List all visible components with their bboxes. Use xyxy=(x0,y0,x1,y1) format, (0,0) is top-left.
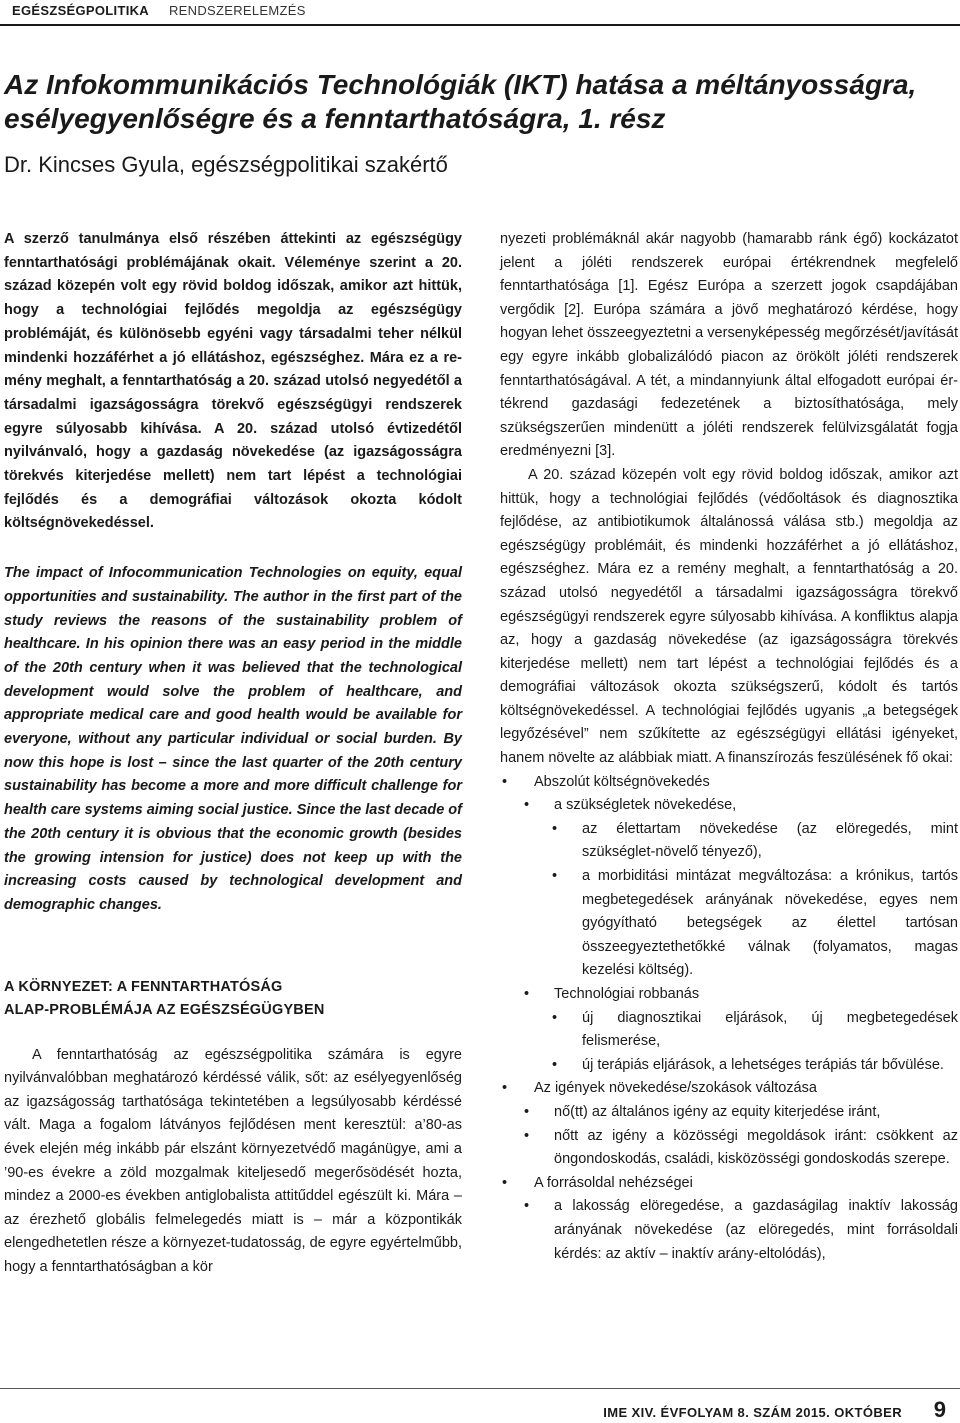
abstract-english: The impact of Infocommunication Technologies on equity, equal opportunities and sustainability. The author in the first part of the study reviews the reasons of the sustainability problem of healthcare. In his opinion there was an easy period in the middle of the 20th century when it was believed that the technological development would solve the problem of healthcare, and appropriate medical care and good health would be available for everyone, without any particular individual or social burden. By now this hope is lost – since the last quarter of the 20th century sustainability has become a more and more difficult challenge for health care systems aiming social justice. Since the last decade of the 20th century it is obvious that the economic growth (besides the growing intension for justice) does not keep up with the increasing costs caused by technological development and demographic changes. xyxy=(4,565,462,913)
article-title: Az Infokommunikációs Technológiák (IKT) hatása a méltányosságra, esélyegyenlőségre és a fenntarthatóságra, 1. rész xyxy=(4,69,917,134)
abstract-hungarian: A szerző tanulmánya első részében áttekinti az egészségügy fenntarthatósági problémájának okait. Véleménye szerint a 20. század közepén volt egy rövid boldog időszak, amikor azt hittük, hogy a technológiai fejlődés megoldja az egészségügy problémáját, és különösebb egyéni vagy társadalmi teher nélkül mindenki hozzáférhet a jó ellátáshoz, egészséghez. Mára ez a remény meghalt, a fenntarthatóság a 20. század utolsó negyedétől a társadalmi igazságosságra törekvő egészségügyi rendszerek egyre súlyosabb kihívása. A 20. század utolsó évtizedétől nyilvánvaló, hogy a gazdaság növekedése (az igazságosságra törekvés kiterjedése mellett) nem tart lépést a technológiai fejlődés és a demográfiai változások okozta kódolt költségnövekedéssel. xyxy=(4,231,462,532)
cause-bullet-list xyxy=(500,771,958,1266)
section-header xyxy=(0,0,306,22)
journal-issue: IME XIV. ÉVFOLYAM 8. SZÁM 2015. OKTÓBER xyxy=(603,1405,902,1420)
bullet-item-level-1: • Az igények növekedése/szokások változása xyxy=(500,1077,958,1101)
section-label-primary: EGÉSZSÉGPOLITIKA xyxy=(12,3,149,18)
article-author: Dr. Kincses Gyula, egészségpolitikai szakértő xyxy=(4,152,448,177)
bullet-item-level-2: • Technológiai robbanás xyxy=(500,983,958,1007)
section-heading xyxy=(4,976,462,1022)
bullet-item-level-1: • A forrásoldal nehézségei xyxy=(500,1172,958,1196)
bullet-item-level-2: • a szükségletek növekedése, xyxy=(500,794,958,818)
body-paragraph-right-1: nyezeti problémáknál akár nagyobb (hamarabb ránk égő) kockázatot jelent a jóléti rendszerek európai értékrendnek megfelelő fenntarthatósága [1]. Egész Európa a szerzett jogok csapdájában vergődik [2]. Európa számára a jövő meghatározó kérdése, hogy hogyan lehet összeegyeztetni a versenyképesség megőrzését/javítását egy egyre inkább globalizálódó piacon az örökölt jóléti rendszerek fenntarthatóságával. A tét, a mindannyiunk által elfogadott európai értékrend gazdasági fedezetének a biztosíthatósága, mely szükségszerűen mindenütt a jóléti rendszerek felülvizsgálatát fogja eredményezni [3]. xyxy=(500,231,958,460)
bullet-item-level-2: • a lakosság elöregedése, a gazdaságilag inaktív lakosság arányának növekedése (az elöregedés, mint forrásoldali kérdés: az aktív – inaktív arány-eltolódás), xyxy=(500,1195,958,1266)
section-heading-line-2: ALAP-PROBLÉMÁJA AZ EGÉSZSÉGÜGYBEN xyxy=(4,1001,325,1018)
body-paragraph-right-2: A 20. század közepén volt egy rövid boldog időszak, amikor azt hittük, hogy a technológiai fejlődés (védőoltások és diagnosztika fejlődése, az antibiotikumok általánossá válása stb.) megoldja az egészségügy problémáit, és mindenki hozzáférhet a jó ellátáshoz, egészséghez. Mára ez a remény meghalt, a fenntarthatóság a 20. század utolsó negyedétől a társadalmi igazságosságra törekvő egészségügyi rendszerek egyre súlyosabb kihívása. A konfliktus alapja az, hogy a gazdaság növekedése (az igazságosságra törekvés kiterjedése mellett) nem tart lépést a technológiai fejlődés és a demográfiai változások okozta szükségszerű, kódolt és tartós költségnövekedéssel. A technológiai fejlődés ugyanis „a betegségek legyőzésével” nem szűkítette az egészségügyi ellátási igényeket, hanem növelte az alábbiak miatt. A finanszírozás feszülésének fő okai: xyxy=(500,466,958,767)
bullet-item-level-3: • az élettartam növekedése (az elöregedés, mint szükséglet-növelő tényező), xyxy=(500,818,958,865)
header-divider xyxy=(0,24,960,26)
page-number: 9 xyxy=(933,1397,946,1422)
left-column xyxy=(4,228,462,1280)
bullet-item-level-2: • nő(tt) az általános igény az equity kiterjedése iránt, xyxy=(500,1101,958,1125)
section-heading-line-1: A KÖRNYEZET: A FENNTARTHATÓSÁG xyxy=(4,978,283,995)
bullet-item-level-2: • nőtt az igény a közösségi megoldások iránt: csökkent az öngondoskodás, családi, kisközösségi gondoskodás szerepe. xyxy=(500,1125,958,1172)
section-label-secondary: RENDSZERELEMZÉS xyxy=(168,3,306,18)
bullet-item-level-1: • Abszolút költségnövekedés xyxy=(500,771,958,795)
bullet-item-level-3: • új terápiás eljárások, a lehetséges terápiás tár bővülése. xyxy=(500,1054,958,1078)
bullet-item-level-3: • a morbiditási mintázat megváltozása: a krónikus, tartós megbetegedések arányának növekedése, egyes nem gyógyítható betegségek az élettel tartósan összeegyeztethetőkké válnak (folyamatos, magas kezelési költség). xyxy=(500,865,958,983)
body-paragraph-left: A fenntarthatóság az egészségpolitika számára is egyre nyilvánvalóbban meghatározó kérdéssé válik, sőt: az esélyegyenlőség az igazságosság tarthatósága tekintetében a legsúlyosabb kérdéssé vált. Maga a fogalom látványos fejlődésen ment keresztül: a’80-as évek elején még inkább pár elszánt környezetvédő magánügye, ami a ’90-es évekre a zöld mozgalmak kiteljesedő megerősödését hozta, mindez a 2000-es években antiglobalista attitűddel egészült ki. Mára – az érezhető globális felmelegedés miatt is – már a központikák elengedhetetlen része a környezet-tudatosság, de egyre egyértelműbb, hogy a fenntarthatóságban a kör xyxy=(4,1046,462,1276)
bullet-item-level-3: • új diagnosztikai eljárások, új megbetegedések felismerése, xyxy=(500,1007,958,1054)
right-column xyxy=(500,228,958,1266)
footer-divider xyxy=(0,1388,960,1389)
